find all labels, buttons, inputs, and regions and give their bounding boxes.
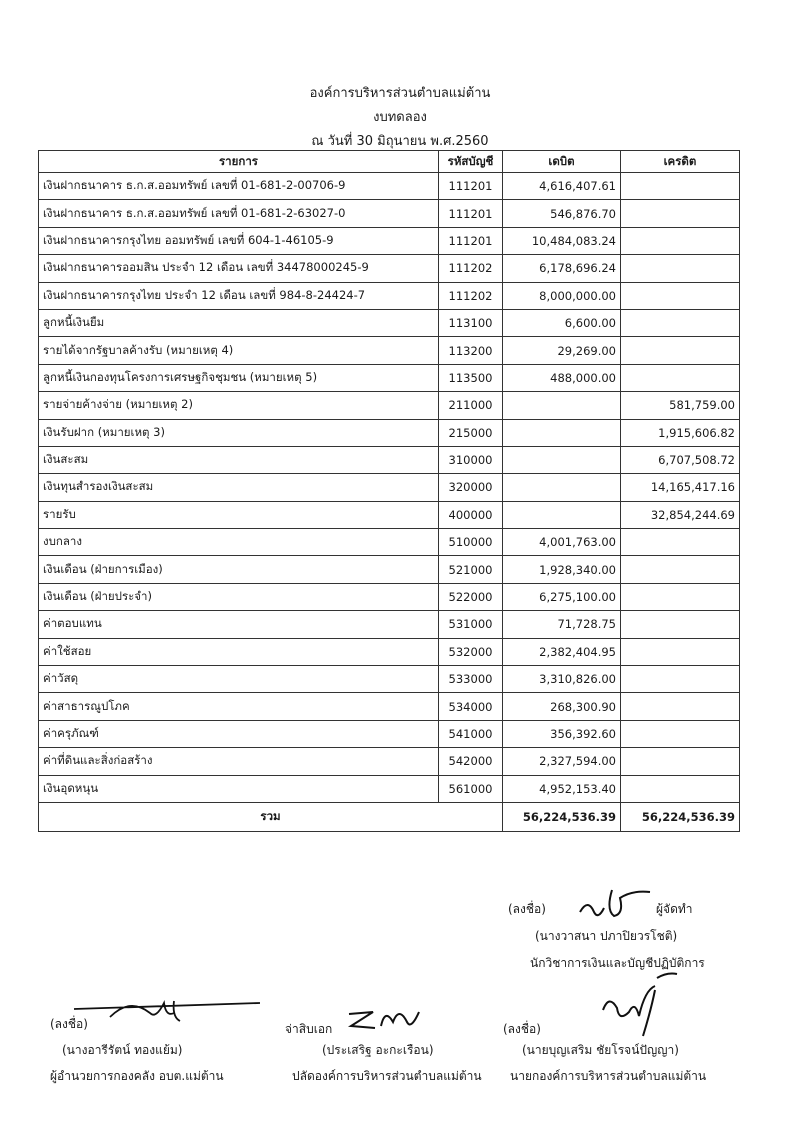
preparer-name: (นางวาสนา ปภาปิยวรโชติ) — [535, 929, 678, 943]
row-item: รายได้จากรัฐบาลค้างรับ (หมายเหตุ 4) — [39, 337, 439, 364]
row-credit: 581,759.00 — [621, 392, 740, 419]
preparer-sign-label: (ลงชื่อ) — [508, 902, 546, 916]
table-row — [39, 775, 740, 802]
table-row — [39, 474, 740, 501]
row-item: รายจ่ายค้างจ่าย (หมายเหตุ 2) — [39, 392, 439, 419]
row-debit: 29,269.00 — [503, 337, 621, 364]
row-debit: 6,178,696.24 — [503, 255, 621, 282]
row-debit: 6,600.00 — [503, 309, 621, 336]
row-debit: 546,876.70 — [503, 200, 621, 227]
row-debit: 268,300.90 — [503, 693, 621, 720]
row-debit: 8,000,000.00 — [503, 282, 621, 309]
row-item: ค่าวัสดุ — [39, 666, 439, 693]
table-row — [39, 748, 740, 775]
total-row — [39, 802, 740, 831]
row-credit — [621, 200, 740, 227]
row-credit — [621, 556, 740, 583]
row-credit — [621, 282, 740, 309]
clerk-rank: จ่าสิบเอก — [285, 1022, 333, 1036]
row-code: 111202 — [439, 282, 503, 309]
row-item: ลูกหนี้เงินยืม — [39, 309, 439, 336]
row-debit: 6,275,100.00 — [503, 583, 621, 610]
col-header-debit: เดบิต — [503, 151, 621, 173]
row-item: เงินฝากธนาคารกรุงไทย ประจำ 12 เดือน เลขที่ 984-8-24424-7 — [39, 282, 439, 309]
preparer-role: ผู้จัดทำ — [656, 902, 693, 916]
mayor-position: นายกองค์การบริหารส่วนตำบลแม่ต้าน — [510, 1069, 707, 1083]
row-credit — [621, 720, 740, 747]
row-item: ค่าครุภัณฑ์ — [39, 720, 439, 747]
row-item: ค่าตอบแทน — [39, 611, 439, 638]
row-item: ค่าใช้สอย — [39, 638, 439, 665]
table-row — [39, 529, 740, 556]
table-row — [39, 227, 740, 254]
row-credit — [621, 227, 740, 254]
row-code: 533000 — [439, 666, 503, 693]
row-item: เงินอุดหนุน — [39, 775, 439, 802]
row-code: 310000 — [439, 446, 503, 473]
row-item: ลูกหนี้เงินกองทุนโครงการเศรษฐกิจชุมชน (หมายเหตุ 5) — [39, 364, 439, 391]
row-credit — [621, 173, 740, 200]
row-code: 113500 — [439, 364, 503, 391]
mayor-name: (นายบุญเสริม ชัยโรจน์ปัญญา) — [522, 1043, 679, 1057]
row-code: 111201 — [439, 227, 503, 254]
row-credit: 14,165,417.16 — [621, 474, 740, 501]
clerk-position: ปลัดองค์การบริหารส่วนตำบลแม่ต้าน — [292, 1069, 482, 1083]
table-header-row — [39, 151, 740, 173]
org-name: องค์การบริหารส่วนตำบลแม่ต้าน — [309, 86, 491, 101]
row-debit — [503, 419, 621, 446]
row-credit — [621, 611, 740, 638]
row-credit — [621, 775, 740, 802]
row-item: ค่าสาธารณูปโภค — [39, 693, 439, 720]
total-label: รวม — [39, 802, 503, 831]
row-item: เงินเดือน (ฝ่ายประจำ) — [39, 583, 439, 610]
row-code: 113100 — [439, 309, 503, 336]
row-credit — [621, 255, 740, 282]
table-row — [39, 392, 740, 419]
row-debit — [503, 392, 621, 419]
row-debit: 356,392.60 — [503, 720, 621, 747]
row-code: 111201 — [439, 200, 503, 227]
total-credit: 56,224,536.39 — [621, 802, 740, 831]
table-row — [39, 173, 740, 200]
preparer-position: นักวิชาการเงินและบัญชีปฏิบัติการ — [530, 956, 705, 970]
col-header-code: รหัสบัญชี — [439, 151, 503, 173]
table-row — [39, 446, 740, 473]
table-row — [39, 337, 740, 364]
row-item: เงินทุนสำรองเงินสะสม — [39, 474, 439, 501]
row-code: 510000 — [439, 529, 503, 556]
row-item: เงินฝากธนาคารกรุงไทย ออมทรัพย์ เลขที่ 604-1-46105-9 — [39, 227, 439, 254]
table-row — [39, 611, 740, 638]
table-row — [39, 556, 740, 583]
row-credit: 1,915,606.82 — [621, 419, 740, 446]
table-row — [39, 501, 740, 528]
row-credit — [621, 638, 740, 665]
report-date: ณ วันที่ 30 มิถุนายน พ.ศ.2560 — [311, 134, 489, 149]
row-credit — [621, 364, 740, 391]
row-code: 534000 — [439, 693, 503, 720]
row-debit: 1,928,340.00 — [503, 556, 621, 583]
row-code: 561000 — [439, 775, 503, 802]
col-header-item: รายการ — [39, 151, 439, 173]
row-code: 111202 — [439, 255, 503, 282]
total-debit: 56,224,536.39 — [503, 802, 621, 831]
table-row — [39, 255, 740, 282]
row-code: 541000 — [439, 720, 503, 747]
row-credit — [621, 309, 740, 336]
row-credit — [621, 337, 740, 364]
finance-position: ผู้อำนวยการกองคลัง อบต.แม่ต้าน — [50, 1069, 224, 1083]
row-debit — [503, 474, 621, 501]
row-item: เงินเดือน (ฝ่ายการเมือง) — [39, 556, 439, 583]
table-row — [39, 419, 740, 446]
table-row — [39, 693, 740, 720]
row-credit — [621, 693, 740, 720]
row-item: เงินรับฝาก (หมายเหตุ 3) — [39, 419, 439, 446]
row-debit — [503, 446, 621, 473]
row-debit: 2,327,594.00 — [503, 748, 621, 775]
row-debit: 4,616,407.61 — [503, 173, 621, 200]
table-row — [39, 583, 740, 610]
finance-name: (นางอารีรัตน์ ทองแย้ม) — [62, 1043, 183, 1057]
finance-sign-label: (ลงชื่อ) — [50, 1017, 88, 1031]
col-header-credit: เครดิต — [621, 151, 740, 173]
row-item: รายรับ — [39, 501, 439, 528]
row-code: 531000 — [439, 611, 503, 638]
table-row — [39, 282, 740, 309]
row-item: เงินฝากธนาคารออมสิน ประจำ 12 เดือน เลขที่ 34478000245-9 — [39, 255, 439, 282]
row-code: 400000 — [439, 501, 503, 528]
row-credit — [621, 666, 740, 693]
row-code: 113200 — [439, 337, 503, 364]
row-debit: 4,001,763.00 — [503, 529, 621, 556]
clerk-name: (ประเสริฐ อะกะเรือน) — [322, 1043, 434, 1057]
table-row — [39, 720, 740, 747]
row-debit — [503, 501, 621, 528]
table-row — [39, 666, 740, 693]
row-credit: 6,707,508.72 — [621, 446, 740, 473]
table-row — [39, 309, 740, 336]
row-item: งบกลาง — [39, 529, 439, 556]
row-credit — [621, 529, 740, 556]
row-debit: 10,484,083.24 — [503, 227, 621, 254]
row-code: 111201 — [439, 173, 503, 200]
finance-signature — [70, 995, 270, 1029]
row-code: 532000 — [439, 638, 503, 665]
row-item: เงินสะสม — [39, 446, 439, 473]
row-credit: 32,854,244.69 — [621, 501, 740, 528]
table-row — [39, 638, 740, 665]
mayor-signature — [595, 970, 685, 1040]
table-body — [39, 173, 740, 803]
row-item: ค่าที่ดินและสิ่งก่อสร้าง — [39, 748, 439, 775]
row-credit — [621, 583, 740, 610]
preparer-signature — [572, 884, 662, 924]
row-credit — [621, 748, 740, 775]
table-row — [39, 200, 740, 227]
table-row — [39, 364, 740, 391]
row-debit: 2,382,404.95 — [503, 638, 621, 665]
row-code: 215000 — [439, 419, 503, 446]
row-item: เงินฝากธนาคาร ธ.ก.ส.ออมทรัพย์ เลขที่ 01-681-2-63027-0 — [39, 200, 439, 227]
report-title: งบทดลอง — [373, 110, 427, 125]
row-code: 211000 — [439, 392, 503, 419]
clerk-signature — [345, 1006, 425, 1038]
row-debit: 71,728.75 — [503, 611, 621, 638]
row-code: 320000 — [439, 474, 503, 501]
row-code: 542000 — [439, 748, 503, 775]
trial-balance-table — [38, 150, 740, 832]
row-debit: 3,310,826.00 — [503, 666, 621, 693]
mayor-sign-label: (ลงชื่อ) — [503, 1022, 541, 1036]
row-code: 521000 — [439, 556, 503, 583]
row-debit: 488,000.00 — [503, 364, 621, 391]
row-item: เงินฝากธนาคาร ธ.ก.ส.ออมทรัพย์ เลขที่ 01-681-2-00706-9 — [39, 173, 439, 200]
row-code: 522000 — [439, 583, 503, 610]
row-debit: 4,952,153.40 — [503, 775, 621, 802]
